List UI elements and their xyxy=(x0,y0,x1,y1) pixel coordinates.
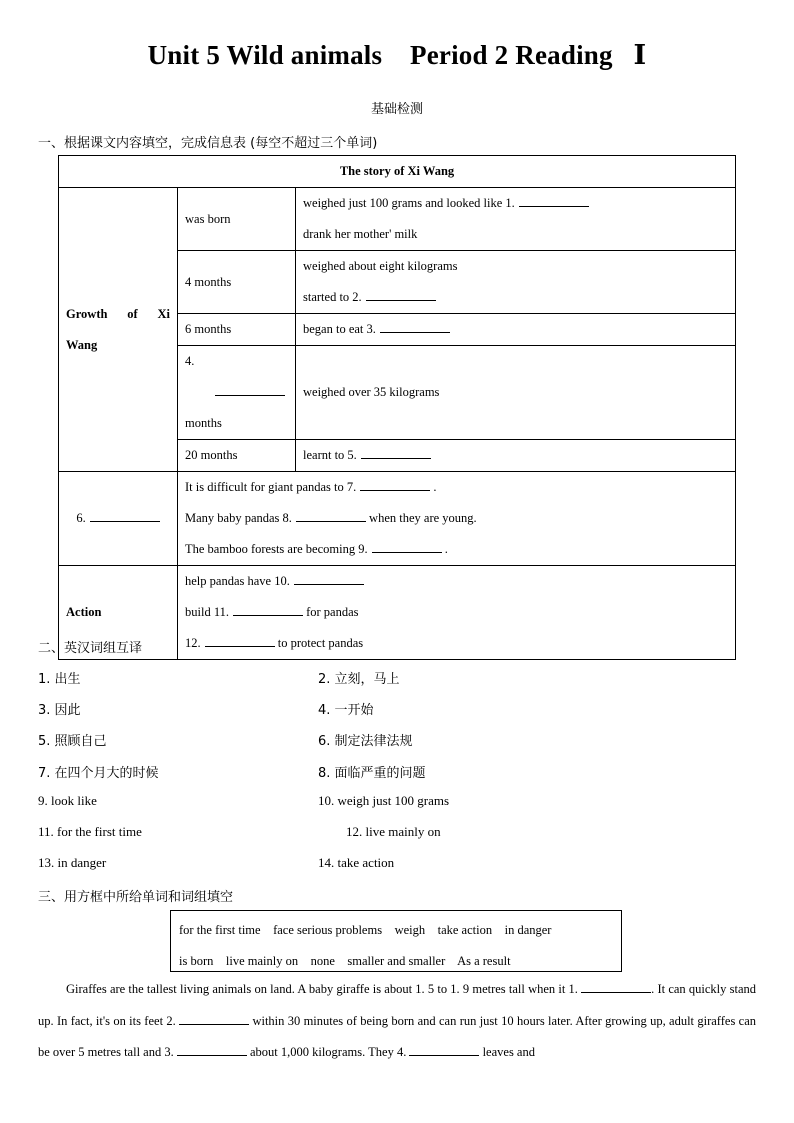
phrase-item: 1. 出生 xyxy=(38,672,81,687)
phrase-item: 8. 面临严重的问题 xyxy=(318,766,426,781)
phrase-item: 9. look like xyxy=(38,793,97,808)
phrase-item: 13. in danger xyxy=(38,855,107,870)
blank-11[interactable] xyxy=(233,603,303,616)
age-4-months: 4 months xyxy=(178,251,296,314)
page-title: Unit 5 Wild animals Period 2 Reading Ⅰ xyxy=(147,40,647,70)
passage-blank-1[interactable] xyxy=(581,980,651,993)
row6-label-cell: 6. xyxy=(59,472,178,566)
row-6m-detail: began to eat 3. xyxy=(296,314,736,346)
row-4m-detail: weighed about eight kilograms started to 2. xyxy=(296,251,736,314)
section3-heading: 三、用方框中所给单词和词组填空 xyxy=(38,890,234,905)
problems-cell: It is difficult for giant pandas to 7. . Many baby pandas 8. when they are young. The bamboo forests are becoming 9. . xyxy=(178,472,736,566)
word-box xyxy=(170,910,622,972)
word-box-line-1: for the first time face serious problems weigh take action in danger xyxy=(179,923,552,937)
blank-2[interactable] xyxy=(366,288,436,301)
phrase-item: 14. take action xyxy=(318,855,395,870)
blank-12[interactable] xyxy=(205,634,275,647)
section2-heading: 二、英汉词组互译 xyxy=(38,641,143,656)
growth-label-cell: Growth of Xi Wang xyxy=(59,188,178,472)
phrase-item: 11. for the first time xyxy=(38,824,142,839)
section1-heading: 一、根据课文内容填空，完成信息表 (每空不超过三个单词) xyxy=(38,136,378,151)
blank-1[interactable] xyxy=(519,194,589,207)
age-born: was born xyxy=(178,188,296,251)
info-table xyxy=(58,155,736,660)
row-born-detail: weighed just 100 grams and looked like 1. drank her mother' milk xyxy=(296,188,736,251)
passage-blank-4[interactable] xyxy=(409,1043,479,1056)
blank-7[interactable] xyxy=(360,478,430,491)
phrase-item: 10. weigh just 100 grams xyxy=(318,793,450,808)
row-20m-detail: learnt to 5. xyxy=(296,440,736,472)
phrase-item: 4. 一开始 xyxy=(318,703,374,718)
phrase-item: 5. 照顾自己 xyxy=(38,734,107,749)
table-caption: The story of Xi Wang xyxy=(59,156,736,188)
age-4-blank: 4. months xyxy=(178,346,296,440)
blank-3[interactable] xyxy=(380,320,450,333)
passage-blank-2[interactable] xyxy=(179,1012,249,1025)
blank-4[interactable] xyxy=(215,383,285,396)
phrase-item: 2. 立刻，马上 xyxy=(318,672,400,687)
age-6-months: 6 months xyxy=(178,314,296,346)
phrase-item: 7. 在四个月大的时候 xyxy=(38,766,159,781)
word-box-line-2: is born live mainly on none smaller and smaller As a result xyxy=(179,954,511,968)
row-4-detail: weighed over 35 kilograms xyxy=(296,346,736,440)
blank-9[interactable] xyxy=(372,540,442,553)
passage-blank-3[interactable] xyxy=(177,1043,247,1056)
age-20-months: 20 months xyxy=(178,440,296,472)
phrase-item: 6. 制定法律法规 xyxy=(318,734,413,749)
phrase-item: 12. live mainly on xyxy=(346,824,441,839)
section-subhead: 基础检测 xyxy=(370,102,423,117)
cloze-passage: Giraffes are the tallest living animals on land. A baby giraffe is about 1. 5 to 1. 9 metres tall when it 1. . It can quickly stand up. In fact, it's on its feet 2. within 30 minutes of being born and can run just 10 hours later. After growing up, adult giraffes can be over 5 metres tall and 3. about 1,000 kilograms. They 4. leaves and xyxy=(38,982,757,1059)
action-cell: help pandas have 10. build 11. for pandas 12. to protect pandas xyxy=(178,566,736,660)
blank-8[interactable] xyxy=(296,509,366,522)
growth-label: Growth of Xi xyxy=(66,306,170,321)
blank-6[interactable] xyxy=(90,509,160,522)
phrase-item: 3. 因此 xyxy=(38,703,81,718)
blank-10[interactable] xyxy=(294,572,364,585)
blank-5[interactable] xyxy=(361,446,431,459)
action-label: Action xyxy=(59,566,178,660)
